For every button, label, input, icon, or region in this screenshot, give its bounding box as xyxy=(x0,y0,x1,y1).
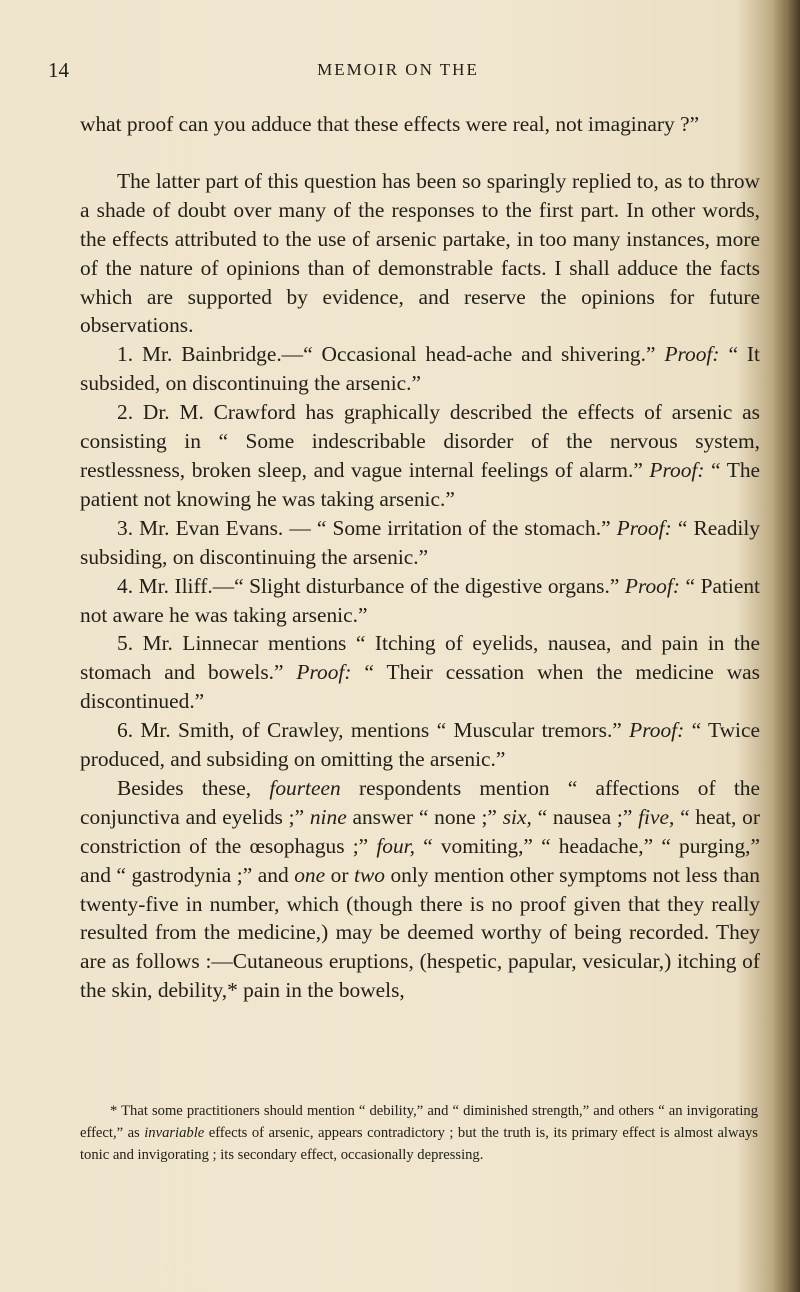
page-number: 14 xyxy=(48,58,69,82)
footnote xyxy=(80,1100,758,1166)
emphasis: invariable xyxy=(144,1125,205,1141)
header-title: MEMOIR ON THE xyxy=(317,60,479,79)
list-item-iliff xyxy=(80,572,760,630)
proof-text: “ Readily subsiding, on discontinuing the arsenic.” xyxy=(80,515,760,569)
item-text: 5. Mr. Linnecar mentions “ Itching of eyelids, nausea, and pain in the stomach and bowels.” xyxy=(80,631,760,685)
list-item-smith xyxy=(80,716,760,774)
text-run: * That some practitioners should mention “ debility,” and “ diminished strength,” and others “ an invigorating effect,” as xyxy=(80,1103,758,1141)
text-run: effects of arsenic, appears contradictory ; but the truth is, its primary effect is almost always tonic and invigorating ; its secondary effect, occasionally depressing. xyxy=(80,1125,758,1163)
text-run: or xyxy=(325,862,355,887)
emphasis: four, xyxy=(376,833,415,858)
running-head xyxy=(48,58,748,84)
proof-label: Proof: xyxy=(624,573,680,598)
text-run: “ vomiting,” “ headache,” “ purging,” and “ gastrodynia ;” and xyxy=(80,833,760,887)
proof-text: “ Twice produced, and subsiding on omitting the arsenic.” xyxy=(80,718,760,772)
paragraph-continuation: what proof can you adduce that these effects were real, not imaginary ?” xyxy=(80,112,700,136)
item-text: 4. Mr. Iliff.—“ Slight disturbance of the digestive organs.” xyxy=(117,573,625,598)
text-run: answer “ none ;” xyxy=(346,804,503,829)
list-item-bainbridge xyxy=(80,340,760,398)
emphasis: six, xyxy=(502,804,532,829)
proof-text: “ The patient not knowing he was taking arsenic.” xyxy=(80,457,761,511)
item-text: 6. Mr. Smith, of Crawley, mentions “ Muscular tremors.” xyxy=(117,718,630,743)
paragraph-other-symptoms xyxy=(80,774,760,1005)
text-run: respondents mention “ affections of the conjunctiva and eyelids ;” xyxy=(80,775,760,829)
item-text: 2. Dr. M. Crawford has graphically described the effects of arsenic as consisting in “ Some indescribable disorder of the nervous system, restlessness, broken sleep, and vague internal feelings of alarm.” xyxy=(80,400,760,482)
emphasis: fourteen xyxy=(269,775,341,800)
emphasis: five, xyxy=(638,804,675,829)
proof-text: “ It subsided, on discontinuing the arsenic.” xyxy=(80,342,760,396)
footnote-text xyxy=(80,1100,758,1166)
proof-text: “ Their cessation when the medicine was discontinued.” xyxy=(80,660,760,714)
text-run: “ heat, or constriction of the œsophagus ;” xyxy=(80,804,760,858)
list-item-evans xyxy=(80,514,760,572)
proof-label: Proof: xyxy=(664,342,720,367)
emphasis: nine xyxy=(309,804,347,829)
proof-label: Proof: xyxy=(296,660,352,685)
item-text: 3. Mr. Evan Evans. — “ Some irritation of the stomach.” xyxy=(117,515,617,540)
list-item-linnecar xyxy=(80,629,760,716)
body-text xyxy=(80,110,760,1005)
emphasis: one xyxy=(294,862,326,887)
text-run: Besides these, xyxy=(117,775,270,800)
text-run: “ nausea ;” xyxy=(531,804,639,829)
proof-label: Proof: xyxy=(629,718,685,743)
proof-label: Proof: xyxy=(616,515,672,540)
paragraph-introduction: The latter part of this question has been so sparingly replied to, as to throw a shade of doubt over many of the responses to the first part. In other words, the effects attributed to the use of arsenic partake, in too many instances, more of the nature of opinions than of demonstrable facts. I shall adduce the facts which are supported by evidence, and reserve the opinions for future observations. xyxy=(80,168,760,338)
item-text: 1. Mr. Bainbridge.—“ Occasional head-ache and shivering.” xyxy=(117,342,665,367)
proof-text: “ Patient not aware he was taking arsenic.” xyxy=(80,573,760,627)
page-edge-shadow xyxy=(772,0,800,1292)
text-run: only mention other symptoms not less than twenty-five in number, which (though there is no proof given that they really resulted from the medicine,) may be deemed worthy of being recorded. They are as follows :—Cutaneous eruptions, (hespetic, papular, vesicular,) itching of the skin, debility,* pain in the bowels, xyxy=(80,862,760,1003)
list-item-crawford xyxy=(80,398,760,514)
proof-label: Proof: xyxy=(649,457,705,482)
emphasis: two xyxy=(354,862,385,887)
